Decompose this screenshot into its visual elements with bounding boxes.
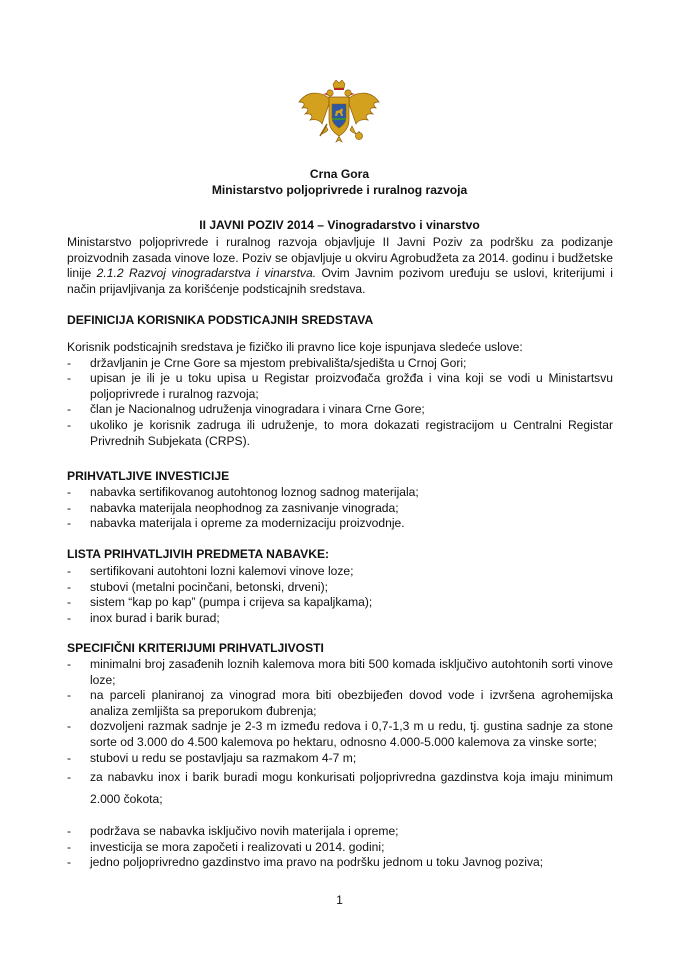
list-item: - državljanin je Crne Gore sa mjestom prebivališta/sjedišta u Crnoj Gori;	[67, 356, 613, 372]
intro-paragraph	[67, 235, 613, 297]
list-item: - investicija se mora započeti i realizovati u 2014. godini;	[67, 840, 613, 856]
list-item: - stubovi (metalni pocinčani, betonski, drveni);	[67, 580, 613, 596]
list-item: - član je Nacionalnog udruženja vinogradara i vinara Crne Gore;	[67, 402, 613, 418]
beneficiaries-lead: Korisnik podsticajnih sredstava je fizičko ili pravno lice koje ispunjava sledeće uslove:	[67, 340, 523, 354]
intro-text-end: Ovim Javnim pozivom uređuju se uslovi, kriterijumi i način prijavljivanja za korišćenje podsticajnih sredstava.	[67, 266, 613, 296]
section-heading-beneficiaries: DEFINICIJA KORISNIKA PODSTICAJNIH SREDSTAVA	[67, 313, 374, 327]
list-item: - dozvoljeni razmak sadnje je 2-3 m između redova i 0,7-1,3 m u redu, tj. gustina sadnje za stone sorte od 3.000 do 4.500 kalemova po hektaru, odnosno 4.000-5.000 kalemova za vinske sorte;	[67, 719, 613, 750]
montenegro-coat-of-arms-icon	[296, 80, 382, 150]
beneficiaries-list	[67, 356, 613, 450]
country-name: Crna Gora	[309, 167, 370, 181]
list-item: - nabavka materijala i opreme za modernizaciju proizvodnje.	[67, 516, 613, 532]
section-beneficiaries	[67, 340, 613, 449]
list-item: - jedno poljoprivredno gazdinstvo ima pravo na podršku jednom u toku Javnog poziva;	[67, 855, 613, 871]
list-item: - nabavka sertifikovanog autohtonog loznog sadnog materijala;	[67, 485, 613, 501]
section-heading-investments: PRIHVATLJIVE INVESTICIJE	[67, 469, 230, 483]
procurement-list	[67, 564, 613, 626]
investments-list	[67, 485, 613, 532]
section-criteria	[67, 657, 613, 810]
section-investments	[67, 485, 613, 532]
section-procurement	[67, 564, 613, 626]
ministry-name: Ministarstvo poljoprivrede i ruralnog razvoja	[211, 183, 468, 197]
document-title: II JAVNI POZIV 2014 – Vinogradarstvo i vinarstvo	[199, 218, 480, 232]
list-item: - sistem “kap po kap” (pumpa i crijeva sa kapaljkama);	[67, 595, 613, 611]
criteria-list-continued	[67, 824, 613, 871]
list-item: - minimalni broj zasađenih loznih kalemova mora biti 500 komada isključivo autohtonih sorti vinove loze;	[67, 657, 613, 688]
criteria-list	[67, 657, 613, 810]
list-item: - podržava se nabavka isključivo novih materijala i opreme;	[67, 824, 613, 840]
list-item: - inox burad i barik burad;	[67, 611, 613, 627]
list-item: - na parceli planiranoj za vinograd mora biti obezbijeđen dovod vode i izvršena agrohemijska analiza zemljišta sa preporukom đubrenja;	[67, 688, 613, 719]
list-item: - upisan je ili je u toku upisa u Registar proizvođača grožđa i vina koji se vodi u Ministartsvu poljoprivrede i ruralnog razvoja;	[67, 371, 613, 402]
list-item: - sertifikovani autohtoni lozni kalemovi vinove loze;	[67, 564, 613, 580]
section-criteria-continued	[67, 824, 613, 871]
section-heading-procurement: LISTA PRIHVATLJIVIH PREDMETA NABAVKE:	[67, 547, 330, 561]
section-heading-criteria: SPECIFIČNI KRITERIJUMI PRIHVATLJIVOSTI	[67, 641, 324, 655]
intro-budget-line: 2.1.2 Razvoj vinogradarstva i vinarstva.	[96, 266, 317, 281]
list-item: - stubovi u redu se postavljaju sa razmakom 4-7 m;	[67, 751, 613, 767]
page-number: 1	[336, 893, 343, 907]
list-item: - nabavka materijala neophodnog za zasnivanje vinograda;	[67, 501, 613, 517]
list-item: - ukoliko je korisnik zadruga ili udruženje, to mora dokazati registracijom u Centralni Registar Privrednih Subjekata (CRPS).	[67, 418, 613, 449]
list-item: - za nabavku inox i barik buradi mogu konkurisati poljoprivredna gazdinstva koja imaju minimum 2.000 čokota;	[67, 766, 613, 810]
intro-text-start: Ministarstvo poljoprivrede i ruralnog razvoja objavljuje II Javni Poziv za podršku za podizanje proizvodnih zasada vinove loze. Poziv se objavljuje u okviru Agrobudžeta za 2014. godinu i budžetske linije	[67, 235, 613, 281]
